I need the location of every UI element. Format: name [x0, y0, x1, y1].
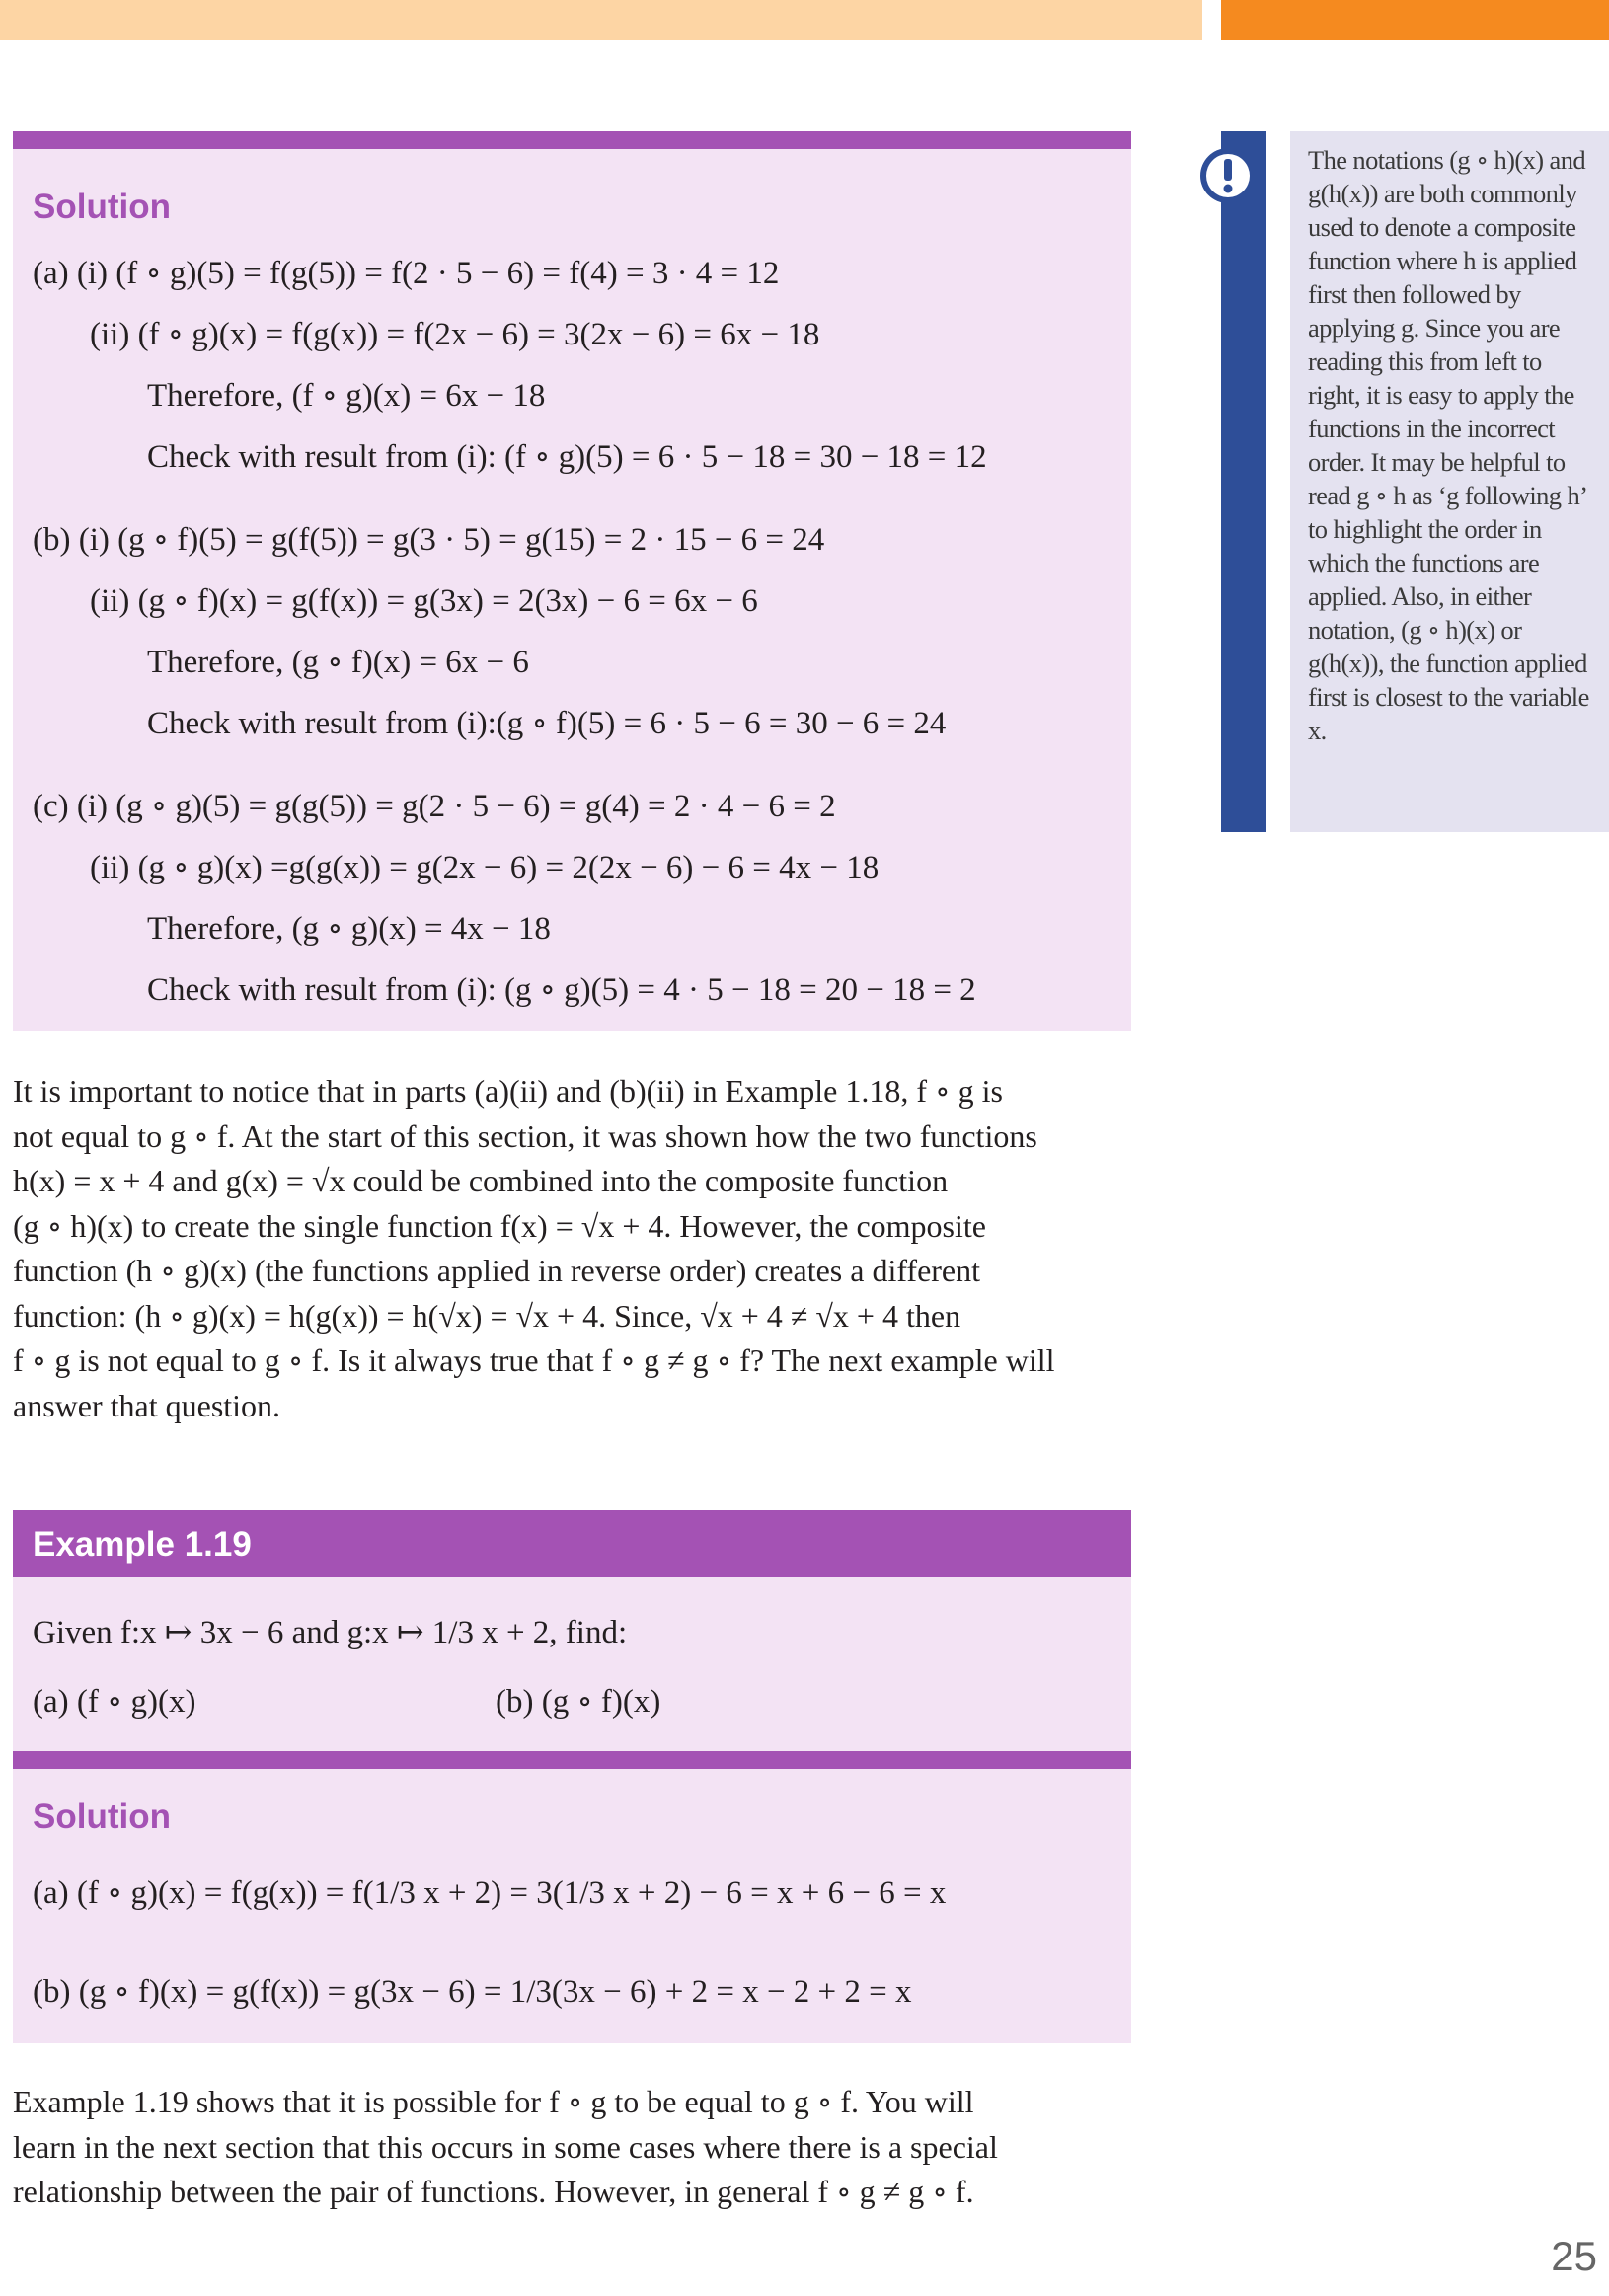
paragraph-line: learn in the next section that this occurs in some cases where there is a special	[13, 2128, 998, 2165]
paragraph-line: (g ∘ h)(x) to create the single function f(x) = √x + 4. However, the composite	[13, 1207, 986, 1244]
example-part-a: (a) (f ∘ g)(x)	[33, 1684, 196, 1720]
solution-line-b-therefore: Therefore, (g ∘ f)(x) = 6x − 6	[147, 645, 529, 680]
exclamation-icon	[1198, 146, 1258, 205]
paragraph-line: not equal to g ∘ f. At the start of this section, it was shown how the two functions	[13, 1117, 1037, 1154]
paragraph-line: function: (h ∘ g)(x) = h(g(x)) = h(√x) = √x + 4. Since, √x + 4 ≠ √x + 4 then	[13, 1297, 961, 1334]
page-number: 25	[1551, 2233, 1597, 2279]
paragraph-line: f ∘ g is not equal to g ∘ f. Is it always true that f ∘ g ≠ g ∘ f? The next example will	[13, 1342, 1055, 1378]
explanation-paragraph	[13, 1069, 1138, 1428]
solution-line-c-i: (c) (i) (g ∘ g)(5) = g(g(5)) = g(2 · 5 − 6) = g(4) = 2 · 4 − 6 = 2	[33, 789, 836, 824]
header-bar-light	[0, 0, 1202, 40]
solution-line-a-check: Check with result from (i): (f ∘ g)(5) = 6 · 5 − 18 = 30 − 18 = 12	[147, 439, 987, 475]
solution-line-a-i: (a) (i) (f ∘ g)(5) = f(g(5)) = f(2 · 5 − 6) = f(4) = 3 · 4 = 12	[33, 256, 780, 291]
sidebar-note-text: The notations (g ∘ h)(x) and g(h(x)) are both commonly used to denote a composite function where h is applied first then followed by applying g. Since you are reading this from left to right, it is easy to apply the functions in the incorrect order. It may be helpful to read g ∘ h as ‘g following h’ to highlight the order in which the functions are applied. Also, in either notation, (g ∘ h)(x) or g(h(x)), the function applied first is closest to the variable x.	[1308, 145, 1589, 745]
solution-line-a-therefore: Therefore, (f ∘ g)(x) = 6x − 18	[147, 378, 546, 414]
paragraph-line: Example 1.19 shows that it is possible for f ∘ g to be equal to g ∘ f. You will	[13, 2084, 974, 2119]
header-bar-accent	[1221, 0, 1609, 40]
solution-strip	[13, 131, 1131, 149]
solution-line-b-i: (b) (i) (g ∘ f)(5) = g(f(5)) = g(3 · 5) = g(15) = 2 · 15 − 6 = 24	[33, 522, 825, 558]
example-header	[13, 1510, 1131, 1577]
sidebar-stripe	[1221, 131, 1266, 832]
solution-heading: Solution	[33, 1798, 171, 1836]
conclusion-paragraph	[13, 2080, 1138, 2215]
paragraph-line: relationship between the pair of functions. However, in general f ∘ g ≠ g ∘ f.	[13, 2174, 974, 2209]
example-part-b: (b) (g ∘ f)(x)	[496, 1684, 661, 1720]
solution-strip	[13, 1751, 1131, 1769]
solution-line-b-ii: (ii) (g ∘ f)(x) = g(f(x)) = g(3x) = 2(3x) − 6 = 6x − 6	[90, 583, 758, 619]
example-body	[13, 1577, 1131, 1751]
example-given: Given f:x ↦ 3x − 6 and g:x ↦ 1/3 x + 2, find:	[33, 1615, 628, 1650]
solution-line-c-ii: (ii) (g ∘ g)(x) =g(g(x)) = g(2x − 6) = 2(2x − 6) − 6 = 4x − 18	[90, 850, 880, 885]
example-title: Example 1.19	[33, 1525, 252, 1564]
solution-line-a-ii: (ii) (f ∘ g)(x) = f(g(x)) = f(2x − 6) = 3(2x − 6) = 6x − 18	[90, 317, 820, 352]
solution-heading: Solution	[33, 188, 171, 226]
solution-line-c-therefore: Therefore, (g ∘ g)(x) = 4x − 18	[147, 911, 551, 947]
paragraph-line: It is important to notice that in parts (a)(ii) and (b)(ii) in Example 1.18, f ∘ g is	[13, 1073, 1003, 1109]
paragraph-line: function (h ∘ g)(x) (the functions applied in reverse order) creates a different	[13, 1253, 981, 1288]
solution-box-2	[13, 1751, 1131, 2043]
paragraph-line: h(x) = x + 4 and g(x) = √x could be combined into the composite function	[13, 1163, 949, 1198]
solution-2-line-a: (a) (f ∘ g)(x) = f(g(x)) = f(1/3 x + 2) = 3(1/3 x + 2) − 6 = x + 6 − 6 = x	[33, 1875, 947, 1911]
solution-line-c-check: Check with result from (i): (g ∘ g)(5) = 4 · 5 − 18 = 20 − 18 = 2	[147, 972, 976, 1008]
solution-box	[13, 131, 1131, 1031]
solution-2-line-b: (b) (g ∘ f)(x) = g(f(x)) = g(3x − 6) = 1/3(3x − 6) + 2 = x − 2 + 2 = x	[33, 1974, 912, 2010]
sidebar-note	[1290, 131, 1609, 832]
solution-line-b-check: Check with result from (i):(g ∘ f)(5) = 6 · 5 − 6 = 30 − 6 = 24	[147, 706, 947, 741]
paragraph-line: answer that question.	[13, 1387, 281, 1423]
